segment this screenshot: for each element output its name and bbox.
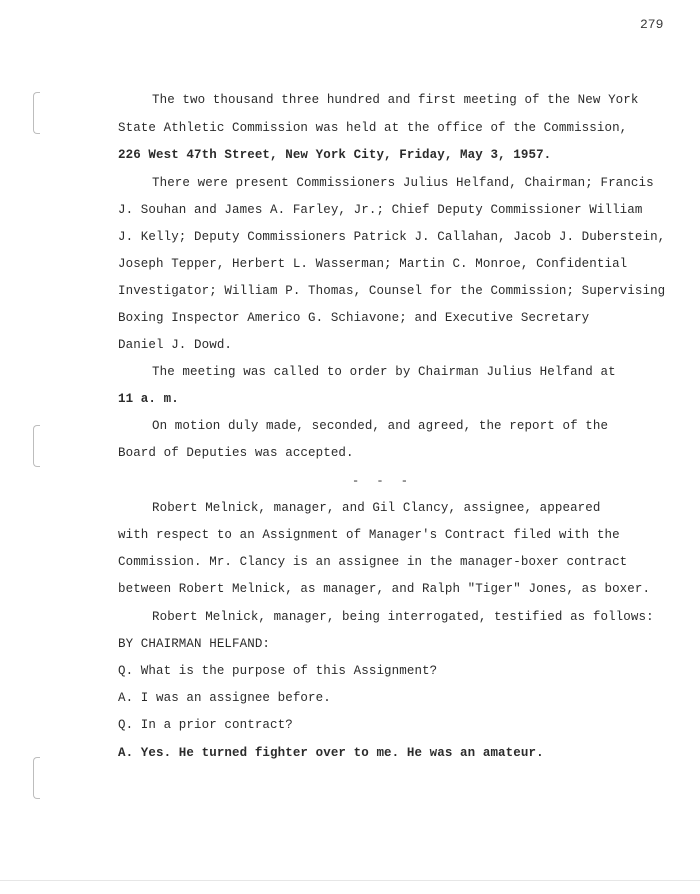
text-line: J. Souhan and James A. Farley, Jr.; Chief Deputy Commissioner William — [118, 203, 643, 217]
text-line: The meeting was called to order by Chairman Julius Helfand at — [152, 365, 616, 379]
text-line: Board of Deputies was accepted. — [118, 446, 354, 460]
text-line: State Athletic Commission was held at the office of the Commission, — [118, 121, 628, 135]
text-line: There were present Commissioners Julius Helfand, Chairman; Francis — [152, 176, 654, 190]
text-line: with respect to an Assignment of Manager's Contract filed with the — [118, 528, 620, 542]
text-line: Boxing Inspector Americo G. Schiavone; and Executive Secretary — [118, 311, 590, 325]
text-line: A. Yes. He turned fighter over to me. He was an amateur. — [118, 746, 544, 760]
text-line: between Robert Melnick, as manager, and Ralph "Tiger" Jones, as boxer. — [118, 582, 651, 596]
text-line: J. Kelly; Deputy Commissioners Patrick J. Callahan, Jacob J. Duberstein, — [118, 230, 666, 244]
binder-hole-mark — [33, 92, 40, 134]
text-line: On motion duly made, seconded, and agreed, the report of the — [152, 419, 609, 433]
section-separator: - - - — [352, 474, 414, 488]
text-line: Daniel J. Dowd. — [118, 338, 233, 352]
text-line: BY CHAIRMAN HELFAND: — [118, 637, 271, 651]
text-line: Robert Melnick, manager, and Gil Clancy, assignee, appeared — [152, 501, 601, 515]
binder-hole-mark — [33, 425, 40, 467]
text-line: Robert Melnick, manager, being interrogated, testified as follows: — [152, 610, 654, 624]
text-line: 11 a. m. — [118, 392, 179, 406]
text-line: Commission. Mr. Clancy is an assignee in the manager-boxer contract — [118, 555, 628, 569]
text-line: Q. In a prior contract? — [118, 718, 293, 732]
text-line: The two thousand three hundred and first meeting of the New York — [152, 93, 639, 107]
page-edge — [0, 880, 700, 881]
text-line: Joseph Tepper, Herbert L. Wasserman; Martin C. Monroe, Confidential — [118, 257, 628, 271]
text-line: A. I was an assignee before. — [118, 691, 331, 705]
page-number: 279 — [640, 17, 664, 32]
text-line: Investigator; William P. Thomas, Counsel for the Commission; Supervising — [118, 284, 666, 298]
binder-hole-mark — [33, 757, 40, 799]
text-line: Q. What is the purpose of this Assignment? — [118, 664, 438, 678]
text-line: 226 West 47th Street, New York City, Friday, May 3, 1957. — [118, 148, 552, 162]
